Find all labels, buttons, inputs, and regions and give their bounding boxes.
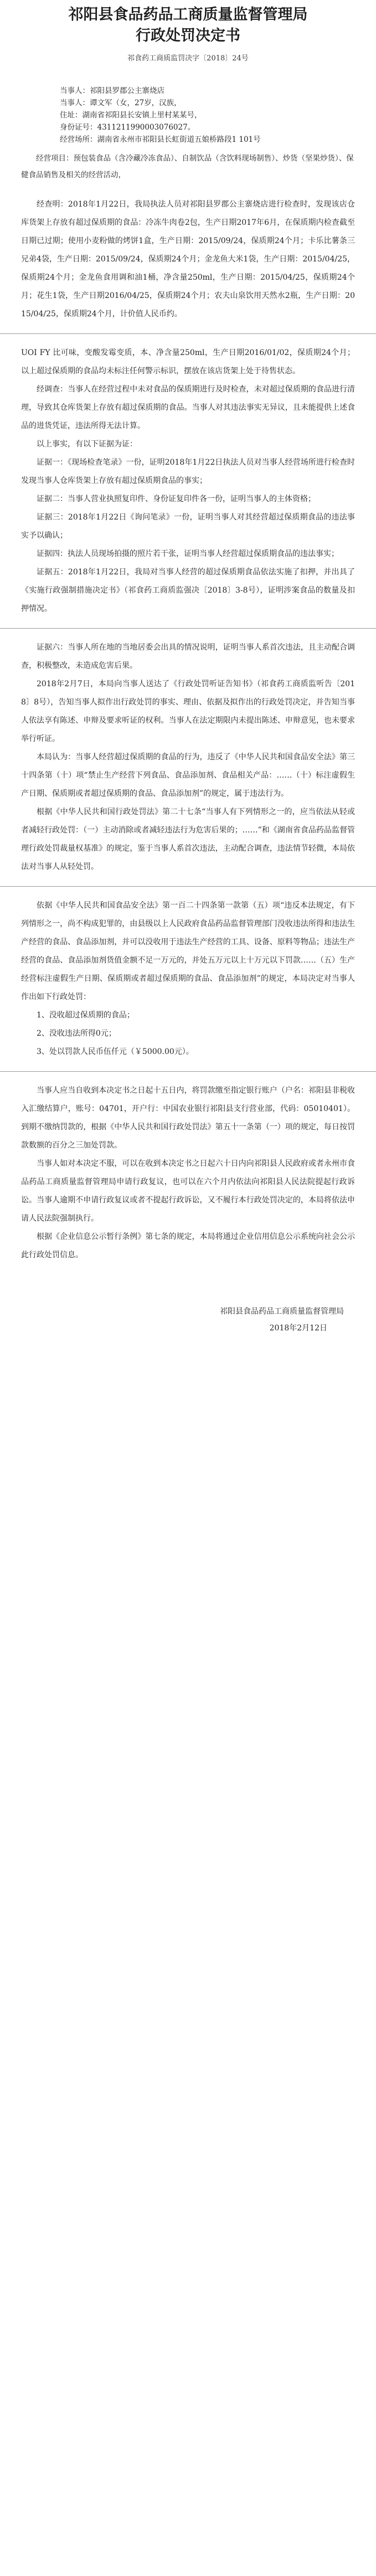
paragraph: 经查明：2018年1月22日，我局执法人员对祁阳县罗郡公主寨烧店进行检查时，发现该店仓库货架上存放有超过保质期的食品：冷冻牛肉卷2包，生产日期2017年6月，在保质期内检查截至日期已过期；使用小麦粉做的烤饼1盒，生产日期：2015/09/24，保质期24个月；卡乐比薯条三兄弟4袋，生产日期：2015/09/24，保质期24个月；金龙鱼大米1袋，生产日期：2015/04/25，保质期24个月；金龙鱼食用调和油1桶，净含量250ml，生产日期：2015/04/25，保质期24个月；花生1袋，生产日期2016/04/25，保质期24个月；农夫山泉饮用天然水2瓶，生产日期：2015/04/25，保质期24个月，计价值人民币约。 xyxy=(21,200,356,318)
party-line xyxy=(60,146,355,150)
issue-date: 2018年2月12日 xyxy=(269,1324,327,1333)
evidence-item: 证据三：2018年1月22日《询问笔录》一份，证明当事人对其经营超过保质期食品的违法事实予以确认； xyxy=(21,513,355,540)
divider xyxy=(0,886,376,887)
paragraph: 以上事实，有以下证据为证： xyxy=(37,440,137,449)
evidence-item: 证据五：2018年1月22日，我局对当事人经营的超过保质期食品依法实施了扣押，并出具了《实施行政强制措施决定书》（祁食药工商质监强决〔2018〕3-8号），证明涉案食品的数量及扣押情况。 xyxy=(21,568,355,613)
party-line: 经营项目：预包装食品（含冷藏冷冻食品）、自制饮品（含饮料现场制售）、炒货（坚果炒货）、保健食品销售及相关的经营活动， xyxy=(21,154,354,179)
party-line: 住址：湖南省祁阳县长安镇上里村某某号， xyxy=(60,111,202,120)
title-line-2: 行政处罚决定书 xyxy=(136,27,240,44)
penalty-section xyxy=(21,897,355,1061)
divider xyxy=(0,1071,376,1072)
payment-section xyxy=(21,1082,355,1264)
paragraph: 依据《中华人民共和国食品安全法》第一百二十四条第一款第（五）项“违反本法规定，有下列情形之一，尚不构成犯罪的，由县级以上人民政府食品药品监督管理部门没收违法所得和违法生产经营的食品、食品添加剂，并可以没收用于违法生产经营的工具、设备、原料等物品；违法生产经营的食品、食品添加剂货值金额不足一万元的，并处五万元以上十万元以下罚款……（五）生产经营标注虚假生产日期、保质期或者超过保质期的食品、食品添加剂”的规定，本局决定对当事人作出如下行政处罚： xyxy=(21,901,355,1001)
paragraph: 当事人应当自收到本决定书之日起十五日内，将罚款缴至指定银行账户（户名：祁阳县非税收入汇缴结算户，账号：04701，开户行：中国农业银行祁阳县支行营业部，代码：05010401）。到期不缴纳罚款的，根据《中华人民共和国行政处罚法》第五十一条第（一）项的规定，每日按罚款数额的百分之三加处罚款。 xyxy=(21,1086,355,1150)
paragraph: 本局认为：当事人经营超过保质期的食品的行为，违反了《中华人民共和国食品安全法》第三十四条第（十）项“禁止生产经营下列食品、食品添加剂、食品相关产品：……（十）标注虚假生产日期、保质期或者超过保质期的食品、食品添加剂”的规定，属于违法行为。 xyxy=(21,753,355,798)
penalty-item: 2、没收违法所得0元； xyxy=(37,1029,116,1038)
penalty-item: 3、处以罚款人民币伍仟元（￥5000.00元）。 xyxy=(37,1047,194,1056)
paragraph: UOI FY 比可味，变酸发霉变质，本、净含量250ml，生产日期2016/01/02，保质期24个月；以上超过保质期的食品均未标注任何警示标识，摆放在该店货架上处于待售状态。 xyxy=(21,348,355,376)
document-title xyxy=(21,0,355,47)
facts-section xyxy=(21,196,355,323)
paragraph: 根据《中华人民共和国行政处罚法》第二十七条“当事人有下列情形之一的，应当依法从轻或者减轻行政处罚：（一）主动消除或者减轻违法行为危害后果的；……”和《湖南省食品药品监督管理行政处罚裁量权基准》的规定，鉴于当事人系首次违法，主动配合调查，违法情节轻微，本局依法对当事人从轻处罚。 xyxy=(21,808,355,871)
party-line: 经营场所：湖南省永州市祁阳县长虹街道五娘桥路段1 101号 xyxy=(60,135,261,144)
signature-block xyxy=(21,1303,355,1336)
title-line-1: 祁阳县食品药品工商质量监督管理局 xyxy=(68,6,308,23)
investigation-section xyxy=(21,344,355,618)
penalty-item: 1、没收超过保质期的食品； xyxy=(37,1011,135,1020)
paragraph: 经调查：当事人在经营过程中未对食品的保质期进行及时检查，未对超过保质期的食品进行清理，导致其仓库货架上存放有超过保质期的食品。当事人对其违法事实无异议，且未能提供上述食品的进货凭证，违法所得无法计算。 xyxy=(21,385,355,430)
evidence-item: 证据四：执法人员现场拍摄的照片若干张，证明当事人经营超过保质期食品的违法事实； xyxy=(37,549,339,558)
paragraph: 当事人如对本决定不服，可以在收到本决定书之日起六十日内向祁阳县人民政府或者永州市食品药品工商质量监督管理局申请行政复议，也可以在六个月内依法向祁阳县人民法院提起行政诉讼。当事人逾期不申请行政复议或者不提起行政诉讼，又不履行本行政处罚决定的，本局将依法申请人民法院强制执行。 xyxy=(21,1159,355,1223)
paragraph: 根据《企业信息公示暂行条例》第七条的规定，本局将通过企业信用信息公示系统向社会公示此行政处罚信息。 xyxy=(21,1232,355,1259)
document-number: 祁食药工商质监罚决字〔2018〕24号 xyxy=(127,54,249,63)
party-line: 当事人：祁阳县罗郡公主寨烧店 xyxy=(60,86,164,95)
divider xyxy=(0,333,376,334)
issuing-authority: 祁阳县食品药品工商质量监督管理局 xyxy=(220,1307,344,1316)
party-info xyxy=(21,85,355,183)
evidence-item: 证据六：当事人所在地的当地居委会出具的情况说明，证明当事人系首次违法，且主动配合调查，积极整改，未造成危害后果。 xyxy=(21,643,355,670)
party-line: 当事人：谭文军（女，27岁，汉族， xyxy=(60,99,182,107)
party-line: 身份证号：4311211990003076027。 xyxy=(60,123,195,132)
divider xyxy=(0,628,376,629)
evidence-item: 证据二：当事人营业执照复印件、身份证复印件各一份，证明当事人的主体资格； xyxy=(37,495,316,503)
evidence-item: 证据一：《现场检查笔录》一份，证明2018年1月22日执法人员对当事人经营场所进行检查时发现当事人仓库货架上存放有超过保质期食品的事实； xyxy=(21,458,355,485)
decision-section xyxy=(21,639,355,876)
paragraph: 2018年2月7日，本局向当事人送达了《行政处罚听证告知书》（祁食药工商质监听告〔2018〕8号），告知当事人拟作出行政处罚的事实、理由、依据及拟作出的行政处罚决定，并告知当事人依法享有陈述、申辩及要求听证的权利。当事人在法定期限内未提出陈述、申辩意见，也未要求举行听证。 xyxy=(21,680,355,743)
